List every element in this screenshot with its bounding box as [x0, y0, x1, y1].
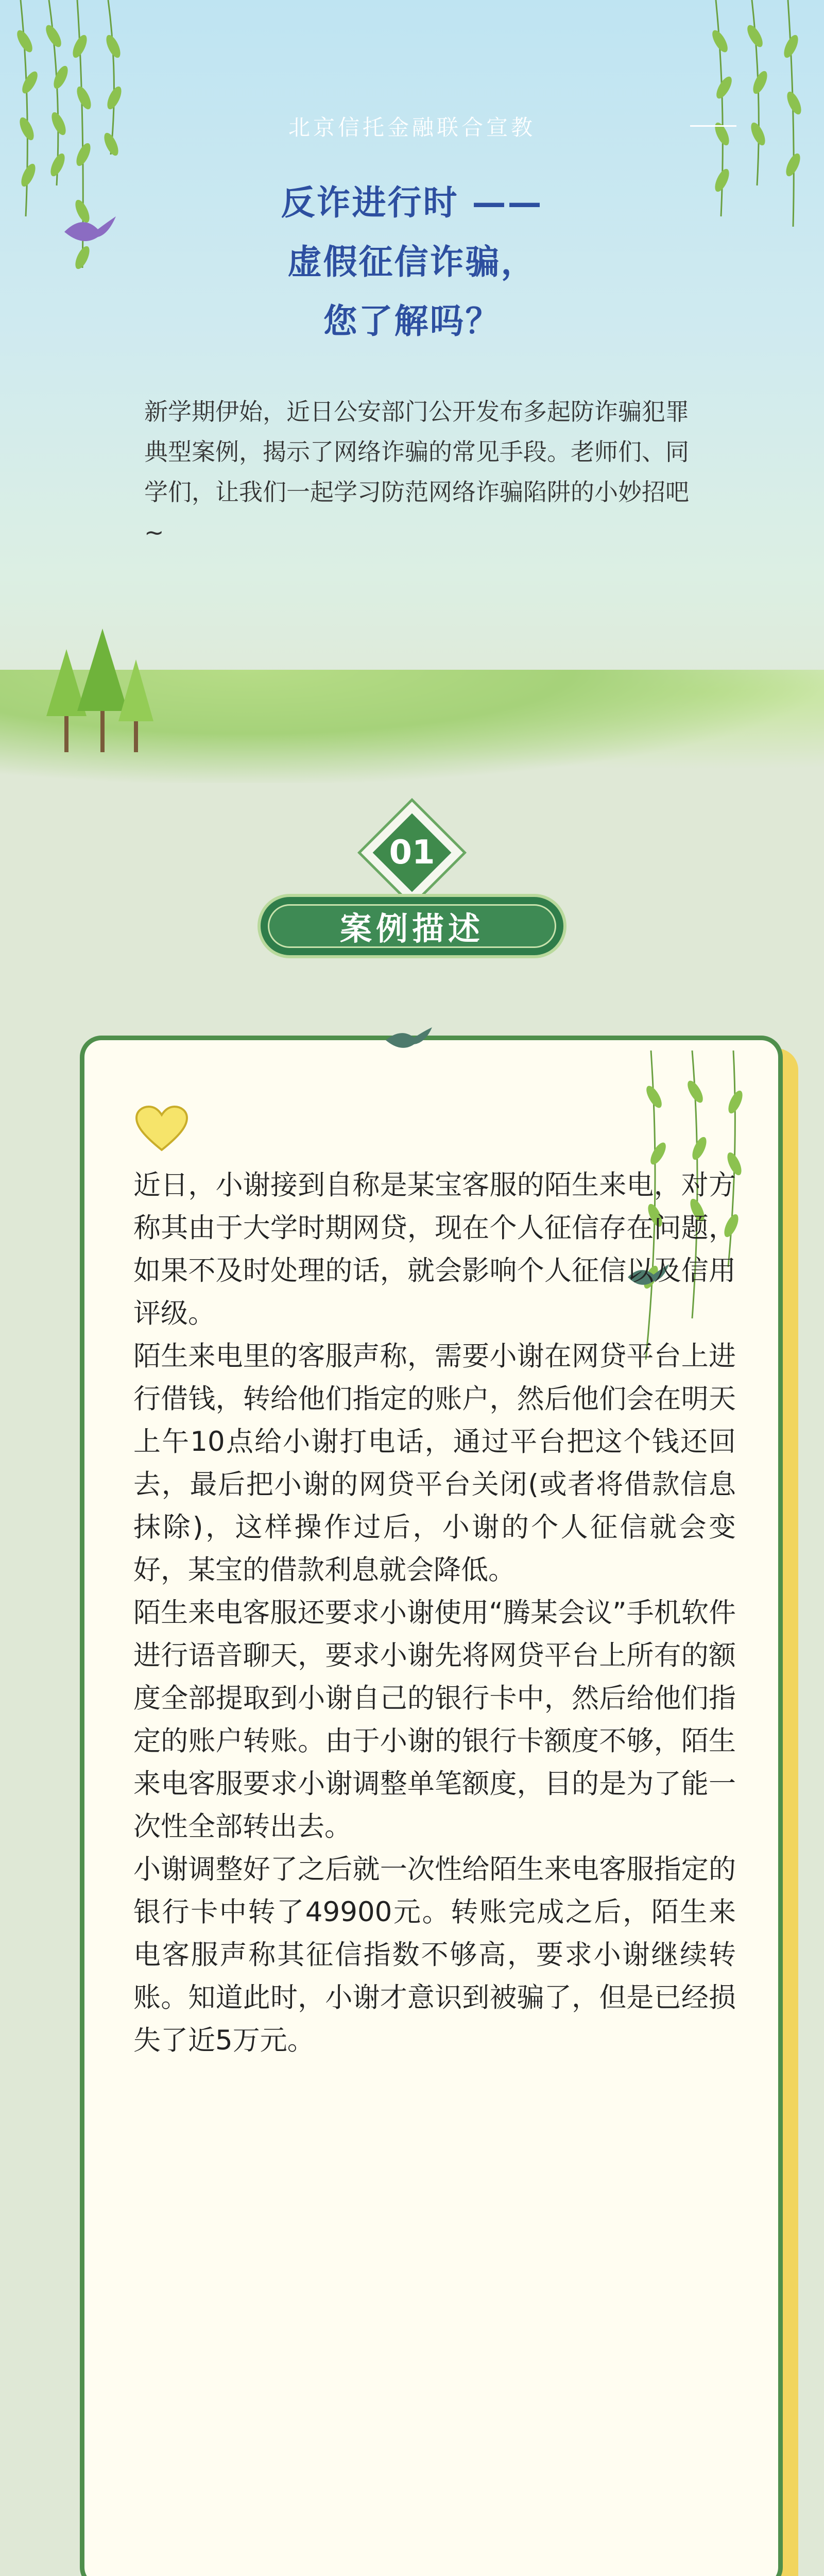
case-paragraph: 小谢调整好了之后就一次性给陌生来电客服指定的银行卡中转了49900元。转账完成之后，陌生来电客服声称其征信指数不够高，要求小谢继续转账。知道此时，小谢才意识到被骗了，但是已经损失了近5万元。 — [133, 1854, 736, 2056]
page-title-line-2: 虚假征信诈骗， — [287, 242, 537, 282]
page-title-line-1: 反诈进行时 —— — [281, 183, 543, 223]
case-paragraph: 陌生来电里的客服声称，需要小谢在网贷平台上进行借钱，转给他们指定的账户，然后他们会在明天上午10点给小谢打电话，通过平台把这个钱还回去，最后把小谢的网贷平台关闭(或者将借款信息抹除)，这样操作过后，小谢的个人征信就会变好，某宝的借款利息就会降低。 — [133, 1341, 736, 1586]
case-description-card — [80, 1036, 783, 2576]
case-paragraph: 陌生来电客服还要求小谢使用“腾某会议”手机软件进行语音聊天，要求小谢先将网贷平台上所有的额度全部提取到小谢自己的银行卡中，然后给他们指定的账户转账。由于小谢的银行卡额度不够，陌生来电客服要求小谢调整单笔额度，目的是为了能一次性全部转出去。 — [133, 1597, 736, 1842]
section-title-1: 案例描述 — [339, 910, 484, 947]
intro-paragraph: 新学期伊始，近日公安部门公开发布多起防诈骗犯罪典型案例，揭示了网络诈骗的常见手段。老师们、同学们，让我们一起学习防范网络诈骗陷阱的小妙招吧~ — [144, 398, 689, 546]
case-text-block — [133, 1164, 736, 2062]
tree-group-icon — [36, 618, 160, 752]
bird-card-1-icon — [383, 1025, 435, 1056]
page-title-line-3: 您了解吗？ — [323, 301, 501, 341]
case-paragraph: 近日，小谢接到自称是某宝客服的陌生来电，对方称其由于大学时期网贷，现在个人征信存在问题，如果不及时处理的话，就会影响个人征信以及信用评级。 — [133, 1170, 736, 1329]
heart-icon — [133, 1105, 190, 1154]
section-number-1: 01 — [389, 834, 435, 872]
bird-left-icon — [62, 211, 118, 252]
organization-name: 北京信托金融联合宣教 — [0, 111, 824, 142]
section-title-pill-1 — [258, 894, 566, 958]
